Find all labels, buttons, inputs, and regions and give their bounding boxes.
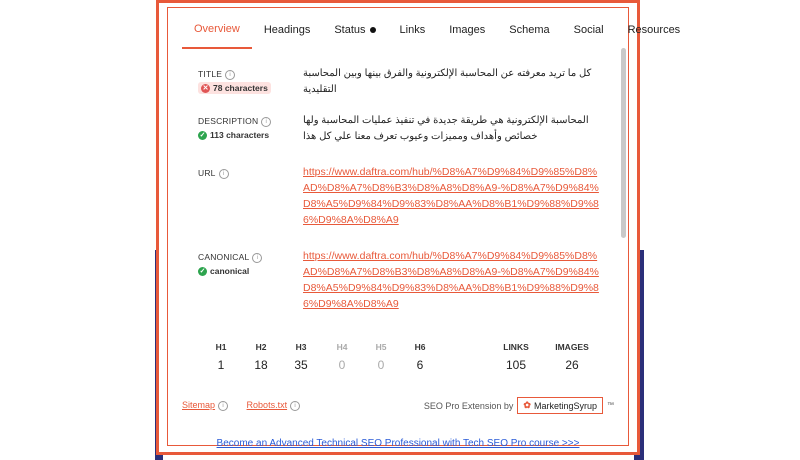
robots-link[interactable] [247, 400, 301, 410]
description-label: DESCRIPTION [198, 116, 259, 126]
canonical-label-row [198, 252, 262, 263]
trademark-symbol: ™ [607, 402, 614, 409]
footer [182, 400, 614, 416]
background-page-left [0, 0, 158, 460]
extension-credit-text: SEO Pro Extension by [423, 400, 514, 411]
info-icon[interactable]: i [252, 253, 262, 263]
tab-links[interactable]: Links [399, 24, 426, 36]
title-label-row [198, 69, 235, 80]
tab-bar [168, 16, 681, 48]
stat-h5-value: 0 [377, 358, 385, 372]
stat-h4 [329, 342, 355, 372]
marketingsyrup-logo[interactable] [517, 397, 603, 414]
status-dot-icon [370, 27, 376, 33]
robots-label: Robots.txt [246, 400, 288, 410]
extension-credit [424, 397, 614, 414]
url-label-row [198, 168, 229, 179]
tab-images[interactable]: Images [449, 24, 486, 36]
tab-schema[interactable]: Schema [509, 24, 550, 36]
x-circle-icon: ✕ [202, 85, 209, 93]
tab-status[interactable] [322, 16, 387, 48]
check-circle-icon: ✓ [199, 268, 206, 276]
title-label: TITLE [198, 69, 223, 79]
stat-h5 [368, 342, 394, 372]
description-label-row [198, 116, 271, 127]
title-status-badge [198, 83, 271, 93]
url-label: URL [198, 168, 216, 178]
stat-h3 [288, 342, 314, 372]
stat-images-value: 26 [565, 358, 579, 372]
stat-h2-value: 18 [254, 358, 268, 372]
promo-link[interactable]: Become an Advanced Technical SEO Professional with Tech SEO Pro course >>> [216, 438, 580, 449]
stat-h5-label: H5 [375, 342, 387, 352]
brand-name: MarketingSyrup [533, 400, 597, 411]
title-status-text: 78 characters [213, 83, 268, 93]
sitemap-link[interactable] [182, 400, 228, 410]
canonical-link[interactable]: https://www.daftra.com/hub/%D8%A7%D9%84%D9%85%D8%AD%D8%A7%D8%B3%D8%A8%D8%A9-%D8%A7%D9%84%D8%A5%D9%84%D9%83%D8%AA%D8%B1%D9%88%D9%86%D9%8A%D8%A9 [303, 250, 599, 310]
description-value: المحاسبة الإلكترونية هي طريقة جديدة في تنفيذ عمليات المحاسبة ولها خصائص وأهداف ومميزات وعيوب تعرف معنا علي كل هذا [303, 115, 589, 142]
info-icon[interactable]: i [219, 169, 229, 179]
stat-images-label: IMAGES [555, 342, 589, 352]
stat-images [550, 342, 594, 372]
stat-h2 [248, 342, 274, 372]
tab-resources[interactable]: Resources [627, 24, 681, 36]
stat-h3-value: 35 [294, 358, 308, 372]
stat-h1-value: 1 [217, 358, 225, 372]
scrollbar-thumb[interactable] [621, 48, 626, 238]
popup-panel [167, 7, 681, 449]
stat-links-value: 105 [505, 358, 527, 372]
stat-h1 [208, 342, 234, 372]
description-status-text: 113 characters [210, 130, 270, 140]
stat-h2-label: H2 [255, 342, 267, 352]
stat-h4-value: 0 [338, 358, 346, 372]
tab-status-label: Status [334, 24, 366, 36]
canonical-status-badge [198, 266, 249, 276]
info-icon[interactable]: i [261, 117, 271, 127]
title-value: كل ما تريد معرفته عن المحاسبة الإلكترونية والفرق بينها وبين المحاسبة التقليدية [303, 68, 592, 95]
stat-h4-label: H4 [336, 342, 348, 352]
tab-headings[interactable]: Headings [263, 24, 311, 36]
url-link[interactable]: https://www.daftra.com/hub/%D8%A7%D9%84%D9%85%D8%AD%D8%A7%D8%B3%D8%A8%D8%A9-%D8%A7%D9%84%D8%A5%D9%84%D9%83%D8%AA%D8%B1%D9%88%D9%86%D9%8A%D8%A9 [303, 166, 599, 226]
canonical-label: CANONICAL [198, 252, 250, 262]
stat-h6-value: 6 [416, 358, 424, 372]
check-circle-icon: ✓ [199, 132, 206, 140]
sitemap-label: Sitemap [182, 400, 216, 410]
background-page-right [644, 0, 800, 460]
tab-overview[interactable]: Overview [182, 15, 252, 49]
stat-links [496, 342, 536, 372]
info-icon[interactable]: i [290, 401, 300, 411]
stat-h6 [407, 342, 433, 372]
stat-links-label: LINKS [503, 342, 529, 352]
seo-pro-popup [156, 0, 681, 455]
heading-stats [208, 342, 608, 382]
stat-h3-label: H3 [295, 342, 307, 352]
leaf-icon: ✿ [523, 400, 531, 410]
description-status-badge [198, 130, 269, 140]
stat-h1-label: H1 [215, 342, 227, 352]
info-icon[interactable]: i [225, 70, 235, 80]
stat-h6-label: H6 [414, 342, 426, 352]
tab-social[interactable]: Social [573, 24, 604, 36]
info-icon[interactable]: i [218, 401, 228, 411]
canonical-status-text: canonical [210, 266, 250, 276]
